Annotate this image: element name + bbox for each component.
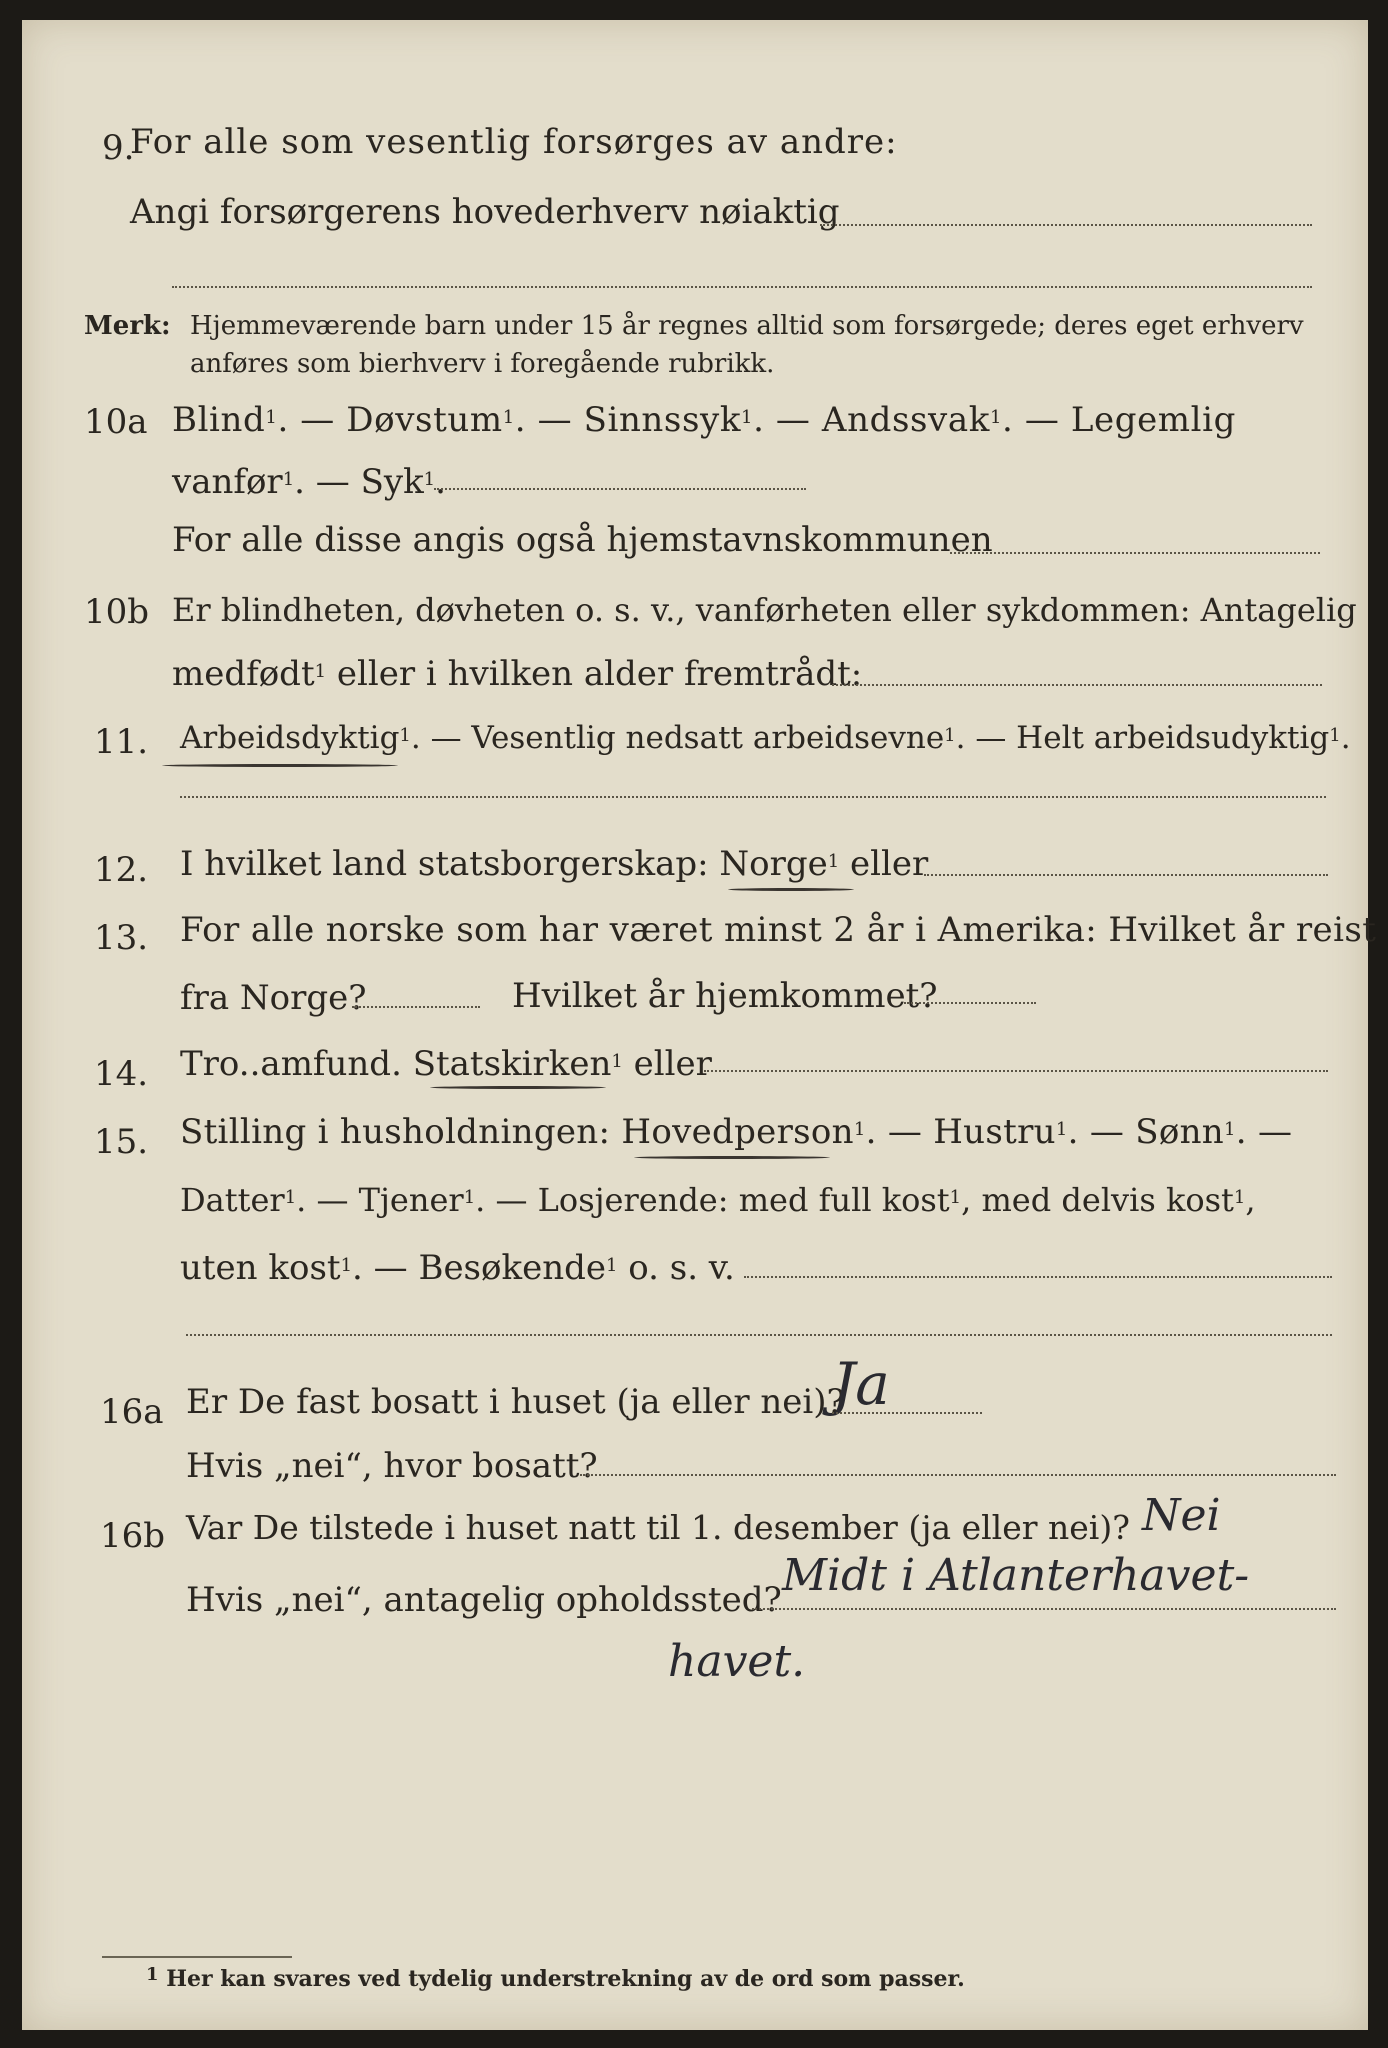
merk-line2: anføres som bierhverv i foregående rubrikk. (190, 349, 775, 379)
q12-answer-line[interactable] (924, 874, 1328, 876)
q10a-hjemstavn-answer-line[interactable] (950, 552, 1320, 554)
footnote-text: $^1$ Her kan svares ved tydelig understrekning av de ord som passer. (146, 1964, 965, 1992)
q10b-line1: Er blindheten, døvheten o. s. v., vanførheten eller sykdommen: Antagelig (172, 591, 1357, 629)
q16b-number: 16b (100, 1516, 166, 1556)
q9-line2: Angi forsørgerens hovederhverv nøiaktig (130, 192, 840, 232)
q10a-line2: vanfør$^1$. — Syk$^1$. (172, 462, 446, 502)
q16b-line2: Hvis „nei“, antagelig opholdssted? (186, 1580, 782, 1620)
q14-answer-line[interactable] (704, 1070, 1328, 1072)
q10a-line3: For alle disse angis også hjemstavnskommunen (172, 520, 993, 560)
q16b-location-answer-line[interactable] (752, 1608, 1336, 1610)
q15-number: 15. (94, 1122, 149, 1162)
q9-answer-line[interactable] (820, 224, 1312, 226)
q16a-line2: Hvis „nei“, hvor bosatt? (186, 1446, 598, 1486)
q9-line1: For alle som vesentlig forsørges av andre: (130, 122, 898, 162)
q11-number: 11. (94, 722, 149, 762)
q12-line1: I hvilket land statsborgerskap: Norge$^1$ eller (180, 844, 929, 884)
q15-line1: Stilling i husholdningen: Hovedperson$^1$. — Hustru$^1$. — Sønn$^1$. — (180, 1112, 1293, 1152)
q9-number: 9. (102, 128, 135, 168)
q16b-line1: Var De tilstede i huset natt til 1. desember (ja eller nei)? (186, 1508, 1130, 1547)
q16a-line1: Er De fast bosatt i huset (ja eller nei)? (186, 1382, 845, 1422)
q15-answer-line[interactable] (744, 1276, 1332, 1278)
merk-line1: Hjemmeværende barn under 15 år regnes alltid som forsørgede; deres eget erhverv (190, 311, 1304, 341)
q12-number: 12. (94, 850, 149, 890)
q13-reist-answer-line[interactable] (352, 1006, 480, 1008)
q13-line2b: Hvilket år hjemkommet? (512, 976, 938, 1016)
q11-arbeidsdyktig-underline (162, 764, 398, 767)
q11-answer-line[interactable] (180, 796, 1326, 798)
q11-line1: Arbeidsdyktig$^1$. — Vesentlig nedsatt arbeidsevne$^1$. — Helt arbeidsudyktig$^1$. (180, 720, 1351, 756)
q16b-handwritten-location-cont: havet. (668, 1636, 806, 1687)
q14-number: 14. (94, 1054, 149, 1094)
q15-answer-line-2[interactable] (186, 1334, 1332, 1336)
q12-norge-underline (728, 888, 854, 891)
q9-answer-line-2[interactable] (172, 286, 1312, 288)
q10b-answer-line[interactable] (832, 684, 1322, 686)
q13-number: 13. (94, 918, 149, 958)
q10a-number: 10a (84, 402, 148, 442)
footnote-rule (102, 1956, 292, 1958)
q10a-syk-answer-line[interactable] (434, 488, 806, 490)
q14-statskirken-underline (430, 1086, 606, 1089)
merk-label: Merk: (84, 311, 171, 341)
q16a-number: 16a (100, 1392, 164, 1432)
q10b-line2: medfødt$^1$ eller i hvilken alder fremtrådt: (172, 654, 863, 694)
q15-hovedperson-underline (634, 1156, 830, 1159)
q16b-handwritten-location: Midt i Atlanterhavet- (782, 1550, 1250, 1601)
q16b-handwritten-answer: Nei (1142, 1490, 1221, 1541)
q10a-line1: Blind$^1$. — Døvstum$^1$. — Sinnssyk$^1$. — Andssvak$^1$. — Legemlig (172, 400, 1236, 440)
q14-line1: Tro..amfund. Statskirken$^1$ eller (180, 1044, 712, 1084)
q16a-bosatt-answer-line[interactable] (580, 1474, 1336, 1476)
q15-line3: uten kost$^1$. — Besøkende$^1$ o. s. v. (180, 1248, 735, 1288)
q15-line2: Datter$^1$. — Tjener$^1$. — Losjerende: med full kost$^1$, med delvis kost$^1$, (180, 1181, 1256, 1219)
q10b-number: 10b (84, 592, 150, 632)
q16a-handwritten-answer: Ja (832, 1350, 890, 1418)
census-form-page (22, 20, 1377, 2030)
q13-hjemkommet-answer-line[interactable] (904, 1002, 1036, 1004)
q16a-answer-line[interactable] (832, 1412, 982, 1414)
q13-line1: For alle norske som har været minst 2 år i Amerika: Hvilket år reist (180, 910, 1377, 950)
q13-line2a: fra Norge? (180, 978, 367, 1018)
